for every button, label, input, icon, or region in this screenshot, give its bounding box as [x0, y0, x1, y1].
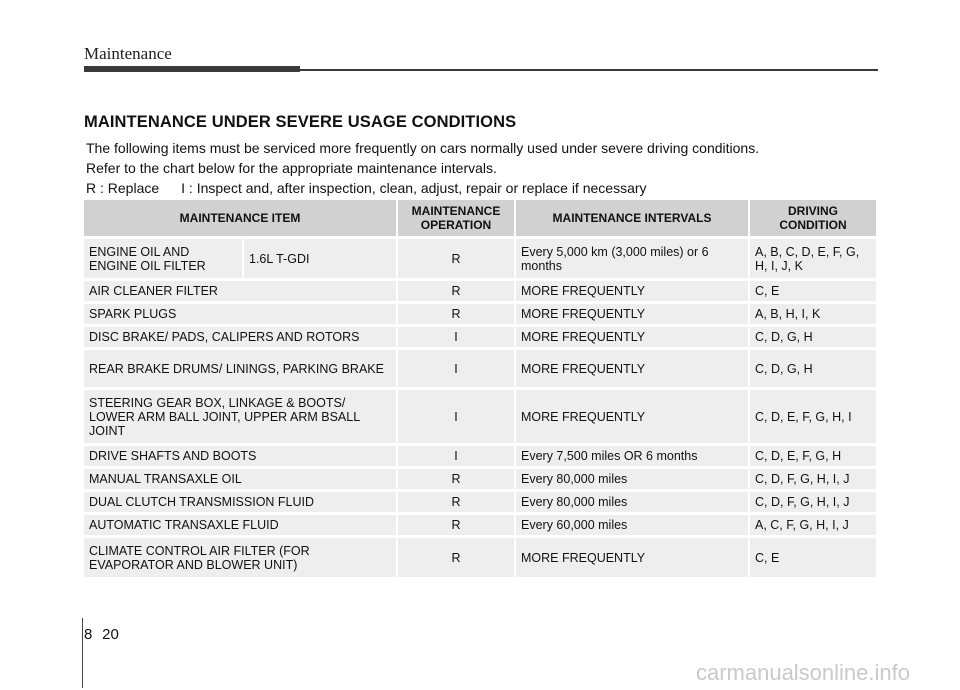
- cell-operation: R: [398, 466, 516, 489]
- table-header-row: [84, 200, 876, 236]
- header-driving-condition: DRIVING CONDITION: [750, 200, 876, 236]
- legend-inspect: I : Inspect and, after inspection, clean, adjust, repair or replace if necessary: [181, 180, 647, 196]
- cell-condition: C, D, G, H: [750, 347, 876, 387]
- cell-interval: Every 60,000 miles: [516, 512, 750, 535]
- cell-item: DISC BRAKE/ PADS, CALIPERS AND ROTORS: [84, 324, 398, 347]
- cell-item: ENGINE OIL AND ENGINE OIL FILTER: [84, 236, 244, 278]
- cell-item: REAR BRAKE DRUMS/ LININGS, PARKING BRAKE: [84, 347, 398, 387]
- cell-item: AUTOMATIC TRANSAXLE FLUID: [84, 512, 398, 535]
- cell-condition: C, D, E, F, G, H, I: [750, 387, 876, 443]
- cell-item: CLIMATE CONTROL AIR FILTER (FOR EVAPORATOR AND BLOWER UNIT): [84, 535, 398, 577]
- cell-operation: R: [398, 512, 516, 535]
- cell-interval: Every 5,000 km (3,000 miles) or 6 months: [516, 236, 750, 278]
- footer-divider: [82, 618, 83, 688]
- cell-condition: C, D, F, G, H, I, J: [750, 466, 876, 489]
- cell-item: MANUAL TRANSAXLE OIL: [84, 466, 398, 489]
- cell-interval: MORE FREQUENTLY: [516, 347, 750, 387]
- cell-interval: Every 7,500 miles OR 6 months: [516, 443, 750, 466]
- table-row: [84, 324, 876, 347]
- cell-operation: I: [398, 324, 516, 347]
- header-rule-thick: [84, 66, 300, 72]
- table-row: [84, 236, 876, 278]
- table-row: [84, 466, 876, 489]
- cell-interval: MORE FREQUENTLY: [516, 324, 750, 347]
- cell-item: SPARK PLUGS: [84, 301, 398, 324]
- cell-item: AIR CLEANER FILTER: [84, 278, 398, 301]
- cell-item: DRIVE SHAFTS AND BOOTS: [84, 443, 398, 466]
- cell-operation: I: [398, 347, 516, 387]
- legend-line: [86, 178, 886, 198]
- cell-condition: C, E: [750, 278, 876, 301]
- cell-interval: Every 80,000 miles: [516, 489, 750, 512]
- table-row: [84, 301, 876, 324]
- cell-condition: C, D, F, G, H, I, J: [750, 489, 876, 512]
- table-row: [84, 278, 876, 301]
- table-row: [84, 443, 876, 466]
- cell-condition: A, B, C, D, E, F, G, H, I, J, K: [750, 236, 876, 278]
- cell-operation: R: [398, 278, 516, 301]
- table-row: [84, 489, 876, 512]
- intro-line-2: Refer to the chart below for the appropriate maintenance intervals.: [86, 160, 497, 176]
- section-title: Maintenance: [84, 44, 172, 63]
- cell-condition: C, D, E, F, G, H: [750, 443, 876, 466]
- cell-sub-item: 1.6L T-GDI: [244, 236, 398, 278]
- page-number: 20: [102, 626, 119, 643]
- chapter-number: 8: [84, 626, 93, 643]
- maintenance-table: [84, 200, 876, 577]
- cell-interval: MORE FREQUENTLY: [516, 278, 750, 301]
- cell-condition: C, D, G, H: [750, 324, 876, 347]
- cell-operation: R: [398, 236, 516, 278]
- cell-operation: I: [398, 443, 516, 466]
- header-rule-thin: [300, 69, 878, 71]
- header-maintenance-item: MAINTENANCE ITEM: [84, 200, 398, 236]
- cell-item: DUAL CLUTCH TRANSMISSION FLUID: [84, 489, 398, 512]
- table-row: [84, 387, 876, 443]
- table-row: [84, 347, 876, 387]
- cell-operation: R: [398, 489, 516, 512]
- cell-condition: A, B, H, I, K: [750, 301, 876, 324]
- cell-interval: Every 80,000 miles: [516, 466, 750, 489]
- header-maintenance-intervals: MAINTENANCE INTERVALS: [516, 200, 750, 236]
- header-maintenance-operation: MAINTENANCE OPERATION: [398, 200, 516, 236]
- table-row: [84, 512, 876, 535]
- cell-interval: MORE FREQUENTLY: [516, 301, 750, 324]
- cell-operation: R: [398, 535, 516, 577]
- cell-interval: MORE FREQUENTLY: [516, 387, 750, 443]
- page-heading: MAINTENANCE UNDER SEVERE USAGE CONDITIONS: [84, 113, 517, 131]
- cell-condition: C, E: [750, 535, 876, 577]
- cell-item: STEERING GEAR BOX, LINKAGE & BOOTS/ LOWER ARM BALL JOINT, UPPER ARM BSALL JOINT: [84, 387, 398, 443]
- intro-line-1: The following items must be serviced more frequently on cars normally used under severe driving conditions.: [86, 140, 760, 156]
- cell-condition: A, C, F, G, H, I, J: [750, 512, 876, 535]
- cell-interval: MORE FREQUENTLY: [516, 535, 750, 577]
- table-row: [84, 535, 876, 577]
- cell-operation: R: [398, 301, 516, 324]
- page-number-block: [84, 626, 119, 643]
- cell-operation: I: [398, 387, 516, 443]
- watermark-text: carmanualsonline.info: [695, 660, 910, 685]
- intro-text: [86, 138, 886, 198]
- legend-replace: R : Replace: [86, 180, 160, 196]
